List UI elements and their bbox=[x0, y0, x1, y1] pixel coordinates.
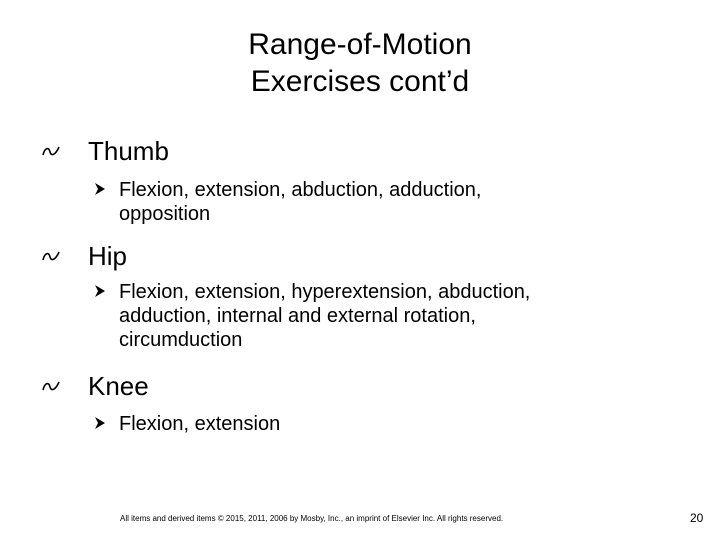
slide-title bbox=[0, 26, 720, 100]
sub-bullet-text bbox=[119, 178, 481, 226]
slide-title-line-2: Exercises cont’d bbox=[250, 65, 470, 98]
wingdings-bullet-icon bbox=[42, 379, 60, 393]
sub-bullet-line: circumduction bbox=[119, 329, 243, 351]
copyright-footer: All items and derived items © 2015, 2011, 2006 by Mosby, Inc., an imprint of Elsevier Inc. All rights reserved. bbox=[120, 514, 504, 523]
sub-bullet-line: adduction, internal and external rotation, bbox=[119, 305, 476, 327]
page-number: 20 bbox=[690, 511, 704, 525]
bullet-label: Hip bbox=[88, 241, 128, 271]
arrowhead-bullet-icon bbox=[94, 416, 106, 430]
wingdings-bullet-icon bbox=[42, 144, 60, 158]
wingdings-bullet-icon bbox=[42, 249, 60, 263]
arrowhead-bullet-icon bbox=[94, 182, 106, 196]
sub-bullet-line: Flexion, extension, abduction, adduction, bbox=[119, 179, 482, 201]
sub-bullet-text bbox=[119, 280, 530, 352]
sub-bullet-line: opposition bbox=[119, 203, 211, 225]
bullet-label: Thumb bbox=[88, 136, 169, 166]
bullet-label: Knee bbox=[88, 371, 149, 401]
sub-bullet-text bbox=[119, 412, 280, 436]
sub-bullet-line: Flexion, extension, hyperextension, abduction, bbox=[119, 281, 531, 303]
slide-title-line-1: Range-of-Motion bbox=[248, 28, 472, 61]
sub-bullet-line: Flexion, extension bbox=[119, 413, 281, 435]
arrowhead-bullet-icon bbox=[94, 284, 106, 298]
